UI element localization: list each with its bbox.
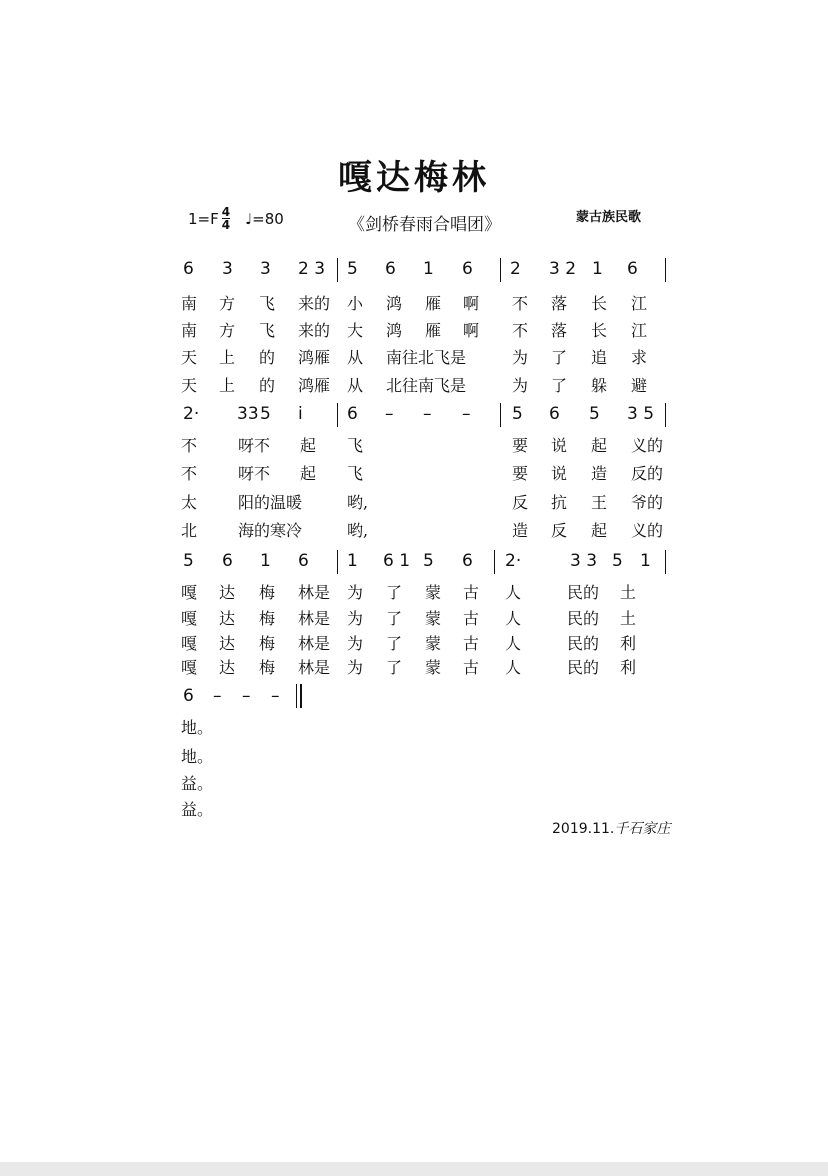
lyric-syllable: 了	[386, 634, 403, 653]
lyric-syllable: 鸿	[386, 294, 403, 313]
lyric-syllable: 为	[512, 348, 529, 367]
signature-date: 2019.11.	[552, 821, 615, 837]
note: 3 3	[570, 551, 598, 571]
lyric-syllable: 哟,	[347, 521, 369, 540]
note: 3 2	[549, 259, 577, 279]
lyric-syllable: 落	[551, 321, 568, 340]
lyric-syllable: 了	[386, 658, 403, 677]
lyric-syllable: 土	[620, 583, 637, 602]
lyric-syllable: 起	[300, 464, 317, 483]
lyric-syllable: 土	[620, 609, 637, 628]
lyric-syllable: 反	[512, 493, 529, 512]
lyric-syllable: 民的	[567, 634, 600, 653]
lyric-syllable: 追	[591, 348, 608, 367]
barline	[500, 403, 501, 427]
lyric-syllable: 海的寒冷	[238, 521, 303, 540]
lyric-syllable: 古	[463, 634, 480, 653]
note: 6	[347, 404, 358, 424]
lyric-syllable: 上	[219, 376, 236, 395]
lyric-syllable: 造	[591, 464, 608, 483]
lyric-syllable: 飞	[259, 321, 276, 340]
lyric-syllable: 嘎	[181, 609, 198, 628]
lyric-syllable: 林是	[298, 634, 331, 653]
lyric-syllable: 来的	[298, 321, 331, 340]
note: 3 5	[627, 404, 655, 424]
note: 6	[222, 551, 233, 571]
lyric-syllable: 大	[347, 321, 364, 340]
lyric-syllable: 飞	[259, 294, 276, 313]
lyric-syllable: 达	[219, 609, 236, 628]
lyric-syllable: 地。	[181, 718, 214, 737]
lyric-syllable: 古	[463, 609, 480, 628]
lyric-syllable: 人	[505, 634, 522, 653]
lyric-syllable: 益。	[181, 774, 214, 793]
lyric-syllable: 为	[347, 583, 364, 602]
lyric-syllable: 民的	[567, 658, 600, 677]
lyric-syllable: 江	[631, 321, 648, 340]
lyric-syllable: 林是	[298, 658, 331, 677]
lyric-syllable: 阳的温暖	[238, 493, 303, 512]
note: 5	[512, 404, 523, 424]
barline	[337, 403, 338, 427]
lyric-syllable: 反的	[631, 464, 664, 483]
lyric-syllable: 为	[512, 376, 529, 395]
lyric-syllable: 梅	[259, 658, 276, 677]
barline	[665, 550, 666, 574]
lyric-syllable: 啊	[463, 294, 480, 313]
lyric-syllable: 了	[551, 348, 568, 367]
barline	[494, 550, 495, 574]
lyric-syllable: 从	[347, 376, 364, 395]
lyric-syllable: 南往北飞是	[386, 348, 467, 367]
lyric-syllable: 啊	[463, 321, 480, 340]
lyric-syllable: 造	[512, 521, 529, 540]
choir-subtitle: 《剑桥春雨合唱团》	[348, 215, 501, 235]
lyric-syllable: 蒙	[425, 609, 442, 628]
note: 5	[589, 404, 600, 424]
lyric-syllable: 飞	[347, 436, 364, 455]
lyric-syllable: 利	[620, 634, 637, 653]
note: 1	[592, 259, 603, 279]
time-signature: $\frac{4}{4}$	[221, 205, 231, 232]
lyric-syllable: 嘎	[181, 658, 198, 677]
barline	[337, 550, 338, 574]
key-signature	[188, 206, 284, 231]
note: 5	[260, 404, 271, 424]
barline	[665, 403, 666, 427]
lyric-syllable: 达	[219, 658, 236, 677]
lyric-syllable: 达	[219, 583, 236, 602]
barline	[337, 258, 338, 282]
lyric-syllable: 来的	[298, 294, 331, 313]
lyric-syllable: 哟,	[347, 493, 369, 512]
lyric-syllable: 不	[512, 294, 529, 313]
note: –	[242, 686, 251, 706]
lyric-syllable: 雁	[425, 321, 442, 340]
key-label: 1=F	[188, 209, 219, 228]
barline	[665, 258, 666, 282]
lyric-syllable: 不	[181, 436, 198, 455]
lyric-syllable: 为	[347, 658, 364, 677]
note: 5	[183, 551, 194, 571]
note: 2·	[505, 551, 522, 571]
note: –	[423, 404, 432, 424]
lyric-syllable: 人	[505, 658, 522, 677]
lyric-syllable: 南	[181, 294, 198, 313]
lyric-syllable: 不	[512, 321, 529, 340]
note: 6	[385, 259, 396, 279]
signature	[552, 818, 670, 838]
note: 33	[237, 404, 259, 424]
barline	[500, 258, 501, 282]
lyric-syllable: 反	[551, 521, 568, 540]
lyric-syllable: 天	[181, 348, 198, 367]
lyric-syllable: 古	[463, 658, 480, 677]
lyric-syllable: 说	[551, 464, 568, 483]
note: 1	[423, 259, 434, 279]
note: 2 3	[298, 259, 326, 279]
tempo-marking: ♩=80	[245, 209, 284, 228]
lyric-syllable: 长	[591, 321, 608, 340]
lyric-syllable: 为	[347, 609, 364, 628]
note: 1	[640, 551, 651, 571]
lyric-syllable: 了	[386, 583, 403, 602]
lyric-syllable: 梅	[259, 634, 276, 653]
note: 6	[298, 551, 309, 571]
lyric-syllable: 呀不	[238, 464, 271, 483]
lyric-syllable: 要	[512, 464, 529, 483]
lyric-syllable: 蒙	[425, 634, 442, 653]
lyric-syllable: 太	[181, 493, 198, 512]
lyric-syllable: 的	[259, 348, 276, 367]
lyric-syllable: 飞	[347, 464, 364, 483]
song-origin: 蒙古族民歌	[576, 210, 642, 225]
note: 2	[510, 259, 521, 279]
lyric-syllable: 南	[181, 321, 198, 340]
lyric-syllable: 落	[551, 294, 568, 313]
lyric-syllable: 了	[551, 376, 568, 395]
lyric-syllable: 江	[631, 294, 648, 313]
note: –	[213, 686, 222, 706]
lyric-syllable: 嘎	[181, 583, 198, 602]
lyric-syllable: 鸿雁	[298, 376, 331, 395]
lyric-syllable: 民的	[567, 583, 600, 602]
lyric-syllable: 从	[347, 348, 364, 367]
lyric-syllable: 义的	[631, 436, 664, 455]
lyric-syllable: 人	[505, 609, 522, 628]
lyric-syllable: 义的	[631, 521, 664, 540]
lyric-syllable: 要	[512, 436, 529, 455]
lyric-syllable: 益。	[181, 800, 214, 819]
lyric-syllable: 抗	[551, 493, 568, 512]
note: 6	[462, 259, 473, 279]
note: 5	[612, 551, 623, 571]
lyric-syllable: 了	[386, 609, 403, 628]
lyric-syllable: 方	[219, 321, 236, 340]
note: 1	[260, 551, 271, 571]
lyric-syllable: 起	[591, 436, 608, 455]
note: 2·	[183, 404, 200, 424]
lyric-syllable: 地。	[181, 747, 214, 766]
lyric-syllable: 方	[219, 294, 236, 313]
lyric-syllable: 北	[181, 521, 198, 540]
lyric-syllable: 为	[347, 634, 364, 653]
lyric-syllable: 说	[551, 436, 568, 455]
note: 6	[183, 259, 194, 279]
lyric-syllable: 躲	[591, 376, 608, 395]
lyric-syllable: 上	[219, 348, 236, 367]
lyric-syllable: 鸿雁	[298, 348, 331, 367]
note: 5	[347, 259, 358, 279]
lyric-syllable: 人	[505, 583, 522, 602]
lyric-syllable: 达	[219, 634, 236, 653]
lyric-syllable: 雁	[425, 294, 442, 313]
lyric-syllable: 长	[591, 294, 608, 313]
lyric-syllable: 避	[631, 376, 648, 395]
lyric-syllable: 梅	[259, 609, 276, 628]
note: 6	[183, 686, 194, 706]
song-title: 嘎达梅林	[338, 158, 490, 198]
lyric-syllable: 林是	[298, 609, 331, 628]
lyric-syllable: 北往南飞是	[386, 376, 467, 395]
lyric-syllable: 起	[300, 436, 317, 455]
note: 5	[423, 551, 434, 571]
lyric-syllable: 林是	[298, 583, 331, 602]
note: –	[462, 404, 471, 424]
lyric-syllable: 嘎	[181, 634, 198, 653]
lyric-syllable: 梅	[259, 583, 276, 602]
lyric-syllable: 求	[631, 348, 648, 367]
note: 6	[627, 259, 638, 279]
lyric-syllable: 天	[181, 376, 198, 395]
lyric-syllable: 蒙	[425, 583, 442, 602]
lyric-syllable: 利	[620, 658, 637, 677]
lyric-syllable: 鸿	[386, 321, 403, 340]
note: 6	[462, 551, 473, 571]
note: 3	[260, 259, 271, 279]
lyric-syllable: 蒙	[425, 658, 442, 677]
signature-author: 千石家庄	[614, 821, 671, 837]
note: i	[298, 404, 303, 424]
note: 6 1	[383, 551, 411, 571]
lyric-syllable: 的	[259, 376, 276, 395]
note: 3	[222, 259, 233, 279]
lyric-syllable: 王	[591, 493, 608, 512]
note: –	[385, 404, 394, 424]
note: 1	[347, 551, 358, 571]
note: –	[271, 686, 280, 706]
lyric-syllable: 不	[181, 464, 198, 483]
lyric-syllable: 古	[463, 583, 480, 602]
lyric-syllable: 起	[591, 521, 608, 540]
lyric-syllable: 民的	[567, 609, 600, 628]
lyric-syllable: 爷的	[631, 493, 664, 512]
note: 6	[549, 404, 560, 424]
lyric-syllable: 呀不	[238, 436, 271, 455]
final-barline	[296, 684, 302, 708]
lyric-syllable: 小	[347, 294, 364, 313]
